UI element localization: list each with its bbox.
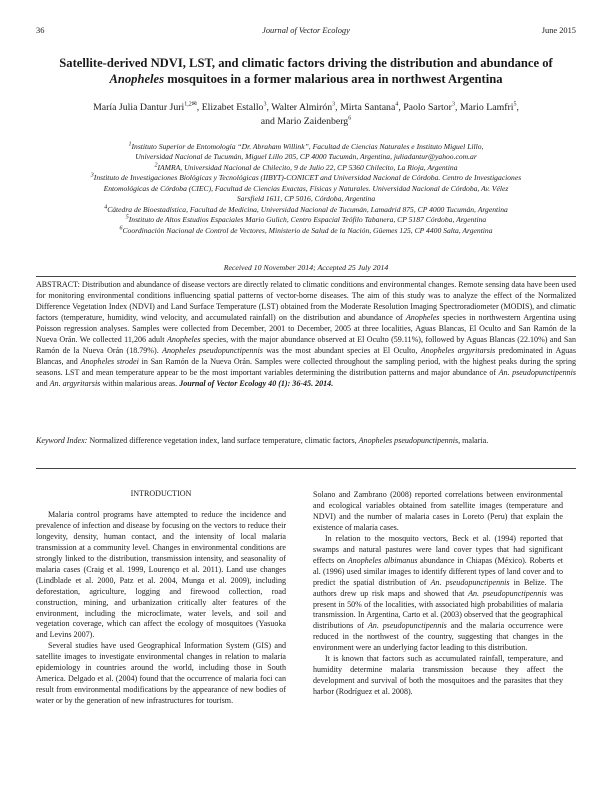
keyword-label: Keyword Index: xyxy=(36,436,88,445)
journal-name: Journal of Vector Ecology xyxy=(262,26,350,35)
affiliations xyxy=(36,142,576,236)
divider-bottom xyxy=(36,468,576,469)
keyword-index: Keyword Index: Normalized difference vegetation index, land surface temperature, climatic factors, Anopheles pseudopunctipennis, malaria. xyxy=(36,436,489,445)
received-dates: Received 10 November 2014; Accepted 25 July 2014 xyxy=(223,263,389,272)
affiliation: $^4$Cátedra de Bioestadística, Facultad de Medicina, Universidad Nacional de Tucumán, Lamadrid 875, CP 4000 Tucumán, Argentina xyxy=(104,204,508,214)
author: María Julia Dantur Juri$^{1,2✉}$ xyxy=(93,101,197,113)
article-title xyxy=(36,56,576,87)
abstract-label: ABSTRACT: xyxy=(36,280,80,289)
title-line-2 xyxy=(36,72,576,88)
affiliation: $^2$IAMRA, Universidad Nacional de Chilecito, 9 de Julio 22, CP 5360 Chilecito, La Rioja, Argentina xyxy=(154,162,458,172)
abstract: ABSTRACT: Distribution and abundance of disease vectors are directly related to climatic conditions and environmental changes. Remote sensing data have been used for monitoring environmental conditions influencing spatial patterns of vector-borne diseases. The aim of this study was to analyze the effect of the Normalized Difference Vegetation Index (NDVI) and Land Surface Temperature (LST) obtained from the Moderate Resolution Imaging Spectroradiometer (MODIS), and climatic factors (temperature, humidity, wind velocity, and accumulated rainfall) on the distribution and abundance of Anopheles species in northwestern Argentina using Poisson regression analyses. Samples were collected from December, 2001 to December, 2005 at three localities, Aguas Blancas, El Oculto and San Ramón de la Nueva Orán. We collected 11,206 adult Anopheles species, with the major abundance observed at El Oculto (59.11%), followed by Aguas Blancas (22.10%) and San Ramón de la Nueva Orán (18.79%). Anopheles pseudopunctipennis was the most abundant species at El Oculto, Anopheles argyritarsis predominated in Aguas Blancas, and Anopheles strodei in San Ramón de la Nueva Orán. Samples were collected throughout the sampling period, with the highest peaks during the spring seasons. LST and mean temperature appear to be the most important variables determining the distribution patterns and major abundance of An. pseudopunctipennis and An. argyritarsis within malarious areas. Journal of Vector Ecology 40 (1): 36-45. 2014. xyxy=(36,280,577,388)
affiliation: Sarsfield 1611, CP 5016, Córdoba, Argentina xyxy=(236,194,376,204)
citation: Journal of Vector Ecology 40 (1): 36-45. 2014. xyxy=(179,378,334,388)
author: Elizabet Estallo$^3$ xyxy=(201,101,267,113)
paragraph: Several studies have used Geographical Information System (GIS) and satellite images to investigate environmental changes in relation to malaria epidemiology in countries around the world, including those in South America. Delgado et al. (2004) found that the occurrence of malaria foci can result from environmental modifications by the appearance of new bodies of water or by the generation of new infrastructures for tourism. xyxy=(36,641,286,706)
running-header xyxy=(36,26,576,38)
paragraph: Malaria control programs have attempted to reduce the incidence and prevalence of infection and disease by focusing on the vectors to reduce their longevity, density, human contact, and the intensity of local malaria transmission at a community level. Changes in environmental conditions are strongly linked to the distribution, transmission intensity, and seasonality of malaria cases (Craig et al. 1999, Lourenço et al. 2011). Land use changes (Lindblade et al. 2000, Patz et al. 2004, Munga et al. 2009), including deforestation, agriculture, logging and firewood collection, road construction, mining, and urbanization critically alter features of the environment, including the microclimate, water levels, and soil and vegetation coverage, which can affect the ecology of mosquitoes (Yasuoka and Levins 2007). xyxy=(36,509,286,640)
author: Paolo Sartor$^3$ xyxy=(403,101,455,113)
title-genus: Anopheles xyxy=(109,71,165,86)
section-heading: INTRODUCTION xyxy=(130,489,192,498)
left-column xyxy=(36,489,286,707)
page-number: 36 xyxy=(36,26,45,35)
divider-top xyxy=(36,276,576,277)
issue-date: June 2015 xyxy=(541,26,576,35)
author: and Mario Zaidenberg$^6$ xyxy=(260,115,352,127)
author: Mirta Santana$^4$ xyxy=(340,101,399,113)
affiliation: $^3$Instituto de Investigaciones Biológicas y Tecnológicas (IIBYT)-CONICET and Universidad Nacional de Córdoba. Centro de Investigaciones xyxy=(90,172,522,183)
author: Mario Lamfri$^5$ xyxy=(459,101,517,113)
paragraph: Solano and Zambrano (2008) reported correlations between environmental and ecological variables obtained from satellite images (temperature and NDVI) and the number of malaria cases in Loreto (Peru) that explain the existence of malaria cases. xyxy=(313,490,563,532)
title-line-1: Satellite-derived NDVI, LST, and climatic factors driving the distribution and abundance of xyxy=(59,56,553,70)
affiliation: Entomológicas de Córdoba (CIEC), Facultad de Ciencias Exactas, Físicas y Naturales. Universidad Nacional de Córdoba, Av. Vélez xyxy=(103,183,509,193)
author-list: María Julia Dantur Juri$^{1,2✉}$, Elizabet Estallo$^3$, Walter Almirón$^3$, Mirta Santana$^4$, Paolo Sartor$^3$, Mario Lamfri$^5$, and Mario Zaidenberg$^6$ xyxy=(93,101,519,127)
affiliation: $^1$Instituto Superior de Entomología “Dr. Abraham Willink”, Facultad de Ciencias Naturales e Instituto Miguel Lillo, xyxy=(128,141,484,151)
paragraph: It is known that factors such as accumulated rainfall, temperature, and humidity determine malaria transmission because they affect the development and survival of both the mosquitoes and the parasites that they harbor (Rodríguez et al. 2008). xyxy=(313,654,563,697)
title-line-2-rest: mosquitoes in a former malarious area in northwest Argentina xyxy=(164,71,503,86)
affiliation: Universidad Nacional de Tucumán, Miguel Lillo 205, CP 4000 Tucumán, Argentina, juliadantur@yahoo.com.ar xyxy=(135,152,477,162)
affiliation: $^6$Coordinación Nacional de Control de Vectores, Ministerio de Salud de la Nación, Güemes 125, CP 4400 Salta, Argentina xyxy=(119,225,493,235)
affiliation: $^5$Instituto de Altos Estudios Espaciales Mario Gulich, Centro Espacial Teófilo Tabanera, CP 5187 Córdoba, Argentina xyxy=(125,214,487,225)
paragraph: In relation to the mosquito vectors, Beck et al. (1994) reported that swamps and natural pastures were land cover types that had significant effects on Anopheles albimanus abundance in Chiapas (México). Roberts et al. (1996) used similar images to identify different types of land cover and to predict the spatial distribution of An. pseudopunctipennis in Belize. The authors drew up risk maps and showed that An. pseudopunctipennis was present in 50% of the localities, with associated high probabilities of malaria transmission. In Argentina, Carto et al. (2003) observed that the geographical distributions of An. pseudopunctipennis and the malaria occurrence were reduced in the northwest of the country, suggesting that changes in the environment were an underlying factor leading to this distribution. xyxy=(313,533,564,653)
right-column xyxy=(313,490,563,698)
author: Walter Almirón$^3$ xyxy=(271,101,336,113)
